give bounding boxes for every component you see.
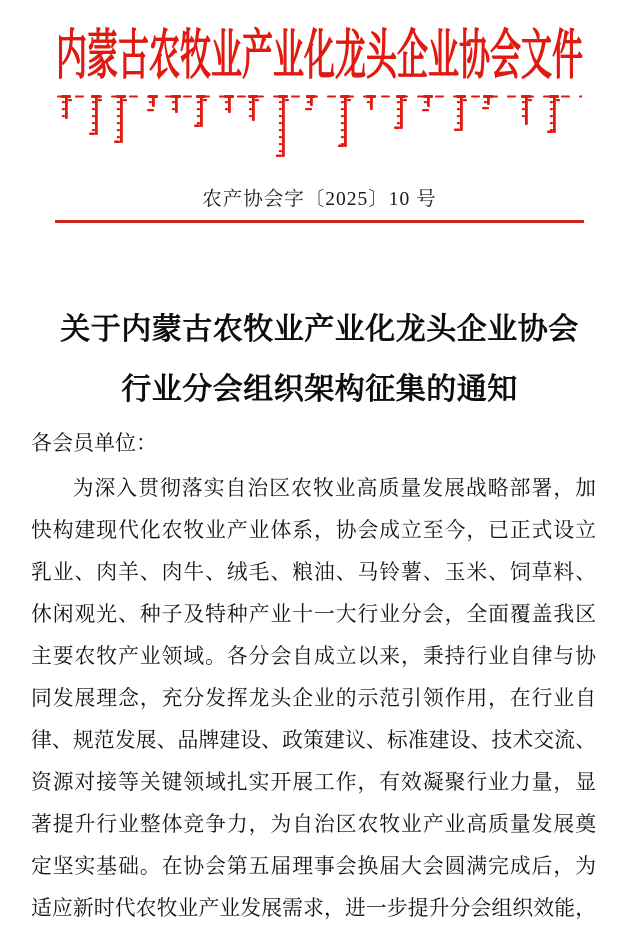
notice-title-line1: 关于内蒙古农牧业产业化龙头企业协会 xyxy=(60,313,579,346)
body-line: 同发展理念，充分发挥龙头企业的示范引领作用，在行业自 xyxy=(31,687,596,710)
body-line: 快构建现代化农牧业产业体系，协会成立至今，已正式设立 xyxy=(31,519,596,542)
document-number: 农产协会字〔2025〕10 号 xyxy=(202,189,437,210)
body-line: 适应新时代农牧业产业发展需求，进一步提升分会组织效能， xyxy=(31,897,596,920)
body-text xyxy=(31,468,596,930)
body-line: 律、规范发展、品牌建设、政策建议、标准建设、技术交流、 xyxy=(31,729,596,752)
salutation: 各会员单位： xyxy=(31,431,157,455)
agency-title: 内蒙古农牧业产业化龙头企业协会文件 xyxy=(56,24,583,86)
body-line: 为深入贯彻落实自治区农牧业高质量发展战略部署，加 xyxy=(72,477,596,500)
body-line: 资源对接等关键领域扎实开展工作，有效凝聚行业力量，显 xyxy=(31,771,596,794)
body-line: 主要农牧产业领域。各分会自成立以来，秉持行业自律与协 xyxy=(31,645,596,668)
body-line: 乳业、肉羊、肉牛、绒毛、粮油、马铃薯、玉米、饲草料、 xyxy=(31,561,596,584)
notice-title-line2: 行业分会组织架构征集的通知 xyxy=(121,373,518,406)
red-divider-line xyxy=(55,220,584,223)
body-line: 著提升行业整体竞争力，为自治区农牧业产业高质量发展奠 xyxy=(31,813,596,836)
notice-title xyxy=(0,300,639,420)
mongolian-script-text xyxy=(57,95,582,163)
body-line: 休闲观光、种子及特种产业十一大行业分会，全面覆盖我区 xyxy=(31,603,596,626)
body-line: 定坚实基础。在协会第五届理事会换届大会圆满完成后，为 xyxy=(31,855,596,878)
